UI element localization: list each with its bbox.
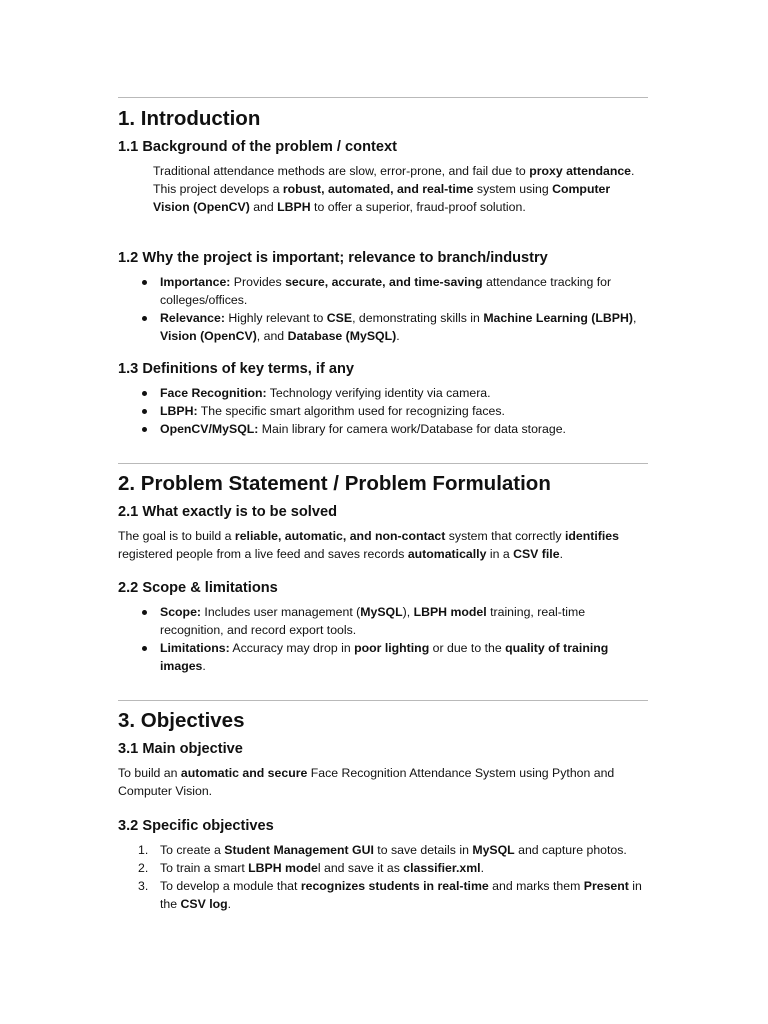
text-run: . This project develops a [153, 164, 635, 196]
text-run: Accuracy may drop in [229, 641, 355, 655]
section-heading: 2. Problem Statement / Problem Formulation [118, 472, 551, 495]
text-run: Includes user management ( [201, 605, 361, 619]
bold-text: LBPH mode [248, 861, 318, 875]
text-run: To create a [160, 843, 225, 857]
bullet-item [160, 309, 650, 345]
text-run: in the [160, 879, 642, 911]
text-run: Main library for camera work/Database for data storage. [258, 422, 566, 436]
bold-text: Relevance: [160, 311, 225, 325]
text-run: . [202, 659, 206, 673]
bold-text: robust, automated, and real-time [282, 182, 474, 196]
subsection-heading: 1.2 Why the project is important; relevance to branch/industry [118, 250, 548, 266]
bold-text: automatically [407, 547, 487, 561]
bold-text: Database (MySQL) [287, 329, 397, 343]
bullet-item [160, 273, 650, 309]
bold-text: LBPH: [160, 404, 198, 418]
bold-text: OpenCV/MySQL: [160, 422, 259, 436]
bold-text: CSE [326, 311, 353, 325]
text-run: Provides [230, 275, 286, 289]
text-run: ), [402, 605, 414, 619]
bullet-list [160, 384, 650, 438]
subsection-heading: 1.1 Background of the problem / context [118, 139, 397, 155]
bold-text: Vision (OpenCV) [160, 329, 257, 343]
paragraph [153, 162, 643, 216]
text-run: , [632, 311, 637, 325]
bullet-item [160, 402, 650, 420]
text-run: Face Recognition Attendance System using Python and Computer Vision. [118, 766, 615, 798]
subsection-heading: 2.1 What exactly is to be solved [118, 504, 337, 520]
item-number: 3. [138, 879, 149, 893]
text-run: in a [486, 547, 514, 561]
text-run: training, real-time recognition, and record export tools. [160, 605, 586, 637]
text-run: The specific smart algorithm used for recognizing faces. [197, 404, 505, 418]
bold-text: identifies [564, 529, 619, 543]
numbered-item [138, 877, 650, 913]
bullet-item [160, 603, 650, 639]
bold-text: Student Management GUI [224, 843, 374, 857]
bold-text: quality of training images [160, 641, 609, 673]
divider-rule [118, 97, 648, 98]
text-run: . [480, 861, 484, 875]
section-heading: 3. Objectives [118, 709, 245, 732]
paragraph [118, 527, 653, 563]
bold-text: secure, accurate, and time-saving [285, 275, 483, 289]
text-run: To train a smart [160, 861, 249, 875]
divider-rule [118, 463, 648, 464]
bold-text: Machine Learning (LBPH) [483, 311, 633, 325]
text-run: . [559, 547, 563, 561]
text-run: Highly relevant to [224, 311, 327, 325]
bold-text: automatic and secure [180, 766, 308, 780]
bold-text: reliable, automatic, and non-contact [234, 529, 446, 543]
paragraph [118, 764, 653, 800]
bold-text: CSV log [180, 897, 228, 911]
bold-text: Limitations: [160, 641, 230, 655]
bullet-item [160, 420, 650, 438]
bold-text: recognizes students in real-time [300, 879, 489, 893]
bold-text: Face Recognition: [160, 386, 267, 400]
text-run: to save details in [373, 843, 473, 857]
text-run: attendance tracking for colleges/offices. [160, 275, 612, 307]
numbered-item [138, 841, 650, 859]
text-run: , demonstrating skills in [352, 311, 484, 325]
text-run: To build an [118, 766, 181, 780]
text-run: to offer a superior, fraud-proof solution. [310, 200, 526, 214]
text-run: system using [473, 182, 553, 196]
text-run: registered people from a live feed and saves records [118, 547, 408, 561]
text-run: system that correctly [445, 529, 565, 543]
text-run: and capture photos. [514, 843, 627, 857]
text-run: . [396, 329, 400, 343]
text-run: l and save it as [317, 861, 404, 875]
bold-text: proxy attendance [529, 164, 632, 178]
item-number: 2. [138, 861, 149, 875]
bold-text: CSV file [513, 547, 560, 561]
bold-text: Scope: [160, 605, 201, 619]
bullet-list [160, 603, 650, 675]
bold-text: Computer Vision (OpenCV) [153, 182, 611, 214]
text-run: , and [256, 329, 288, 343]
subsection-heading: 3.2 Specific objectives [118, 818, 274, 834]
bold-text: MySQL [472, 843, 515, 857]
bold-text: classifier.xml [403, 861, 481, 875]
text-run: . [227, 897, 232, 911]
bold-text: LBPH [277, 200, 311, 214]
bullet-item [160, 384, 650, 402]
subsection-heading: 3.1 Main objective [118, 741, 243, 757]
bold-text: poor lighting [354, 641, 430, 655]
item-number: 1. [138, 843, 149, 857]
text-run: To develop a module that [160, 879, 301, 893]
text-run: The goal is to build a [118, 529, 235, 543]
numbered-item [138, 859, 650, 877]
divider-rule [118, 700, 648, 701]
bullet-list [160, 273, 650, 345]
subsection-heading: 2.2 Scope & limitations [118, 580, 278, 596]
subsection-heading: 1.3 Definitions of key terms, if any [118, 361, 355, 377]
text-run: Traditional attendance methods are slow, error-prone, and fail due to [153, 164, 530, 178]
text-run: Technology verifying identity via camera. [266, 386, 491, 400]
bold-text: MySQL [360, 605, 403, 619]
bullet-item [160, 639, 650, 675]
bold-text: Importance: [160, 275, 231, 289]
bold-text: Present [583, 879, 629, 893]
text-run: and marks them [488, 879, 584, 893]
numbered-list [138, 841, 650, 913]
text-run: and [249, 200, 278, 214]
bold-text: LBPH model [413, 605, 487, 619]
text-run: or due to the [429, 641, 506, 655]
section-heading: 1. Introduction [118, 107, 261, 130]
